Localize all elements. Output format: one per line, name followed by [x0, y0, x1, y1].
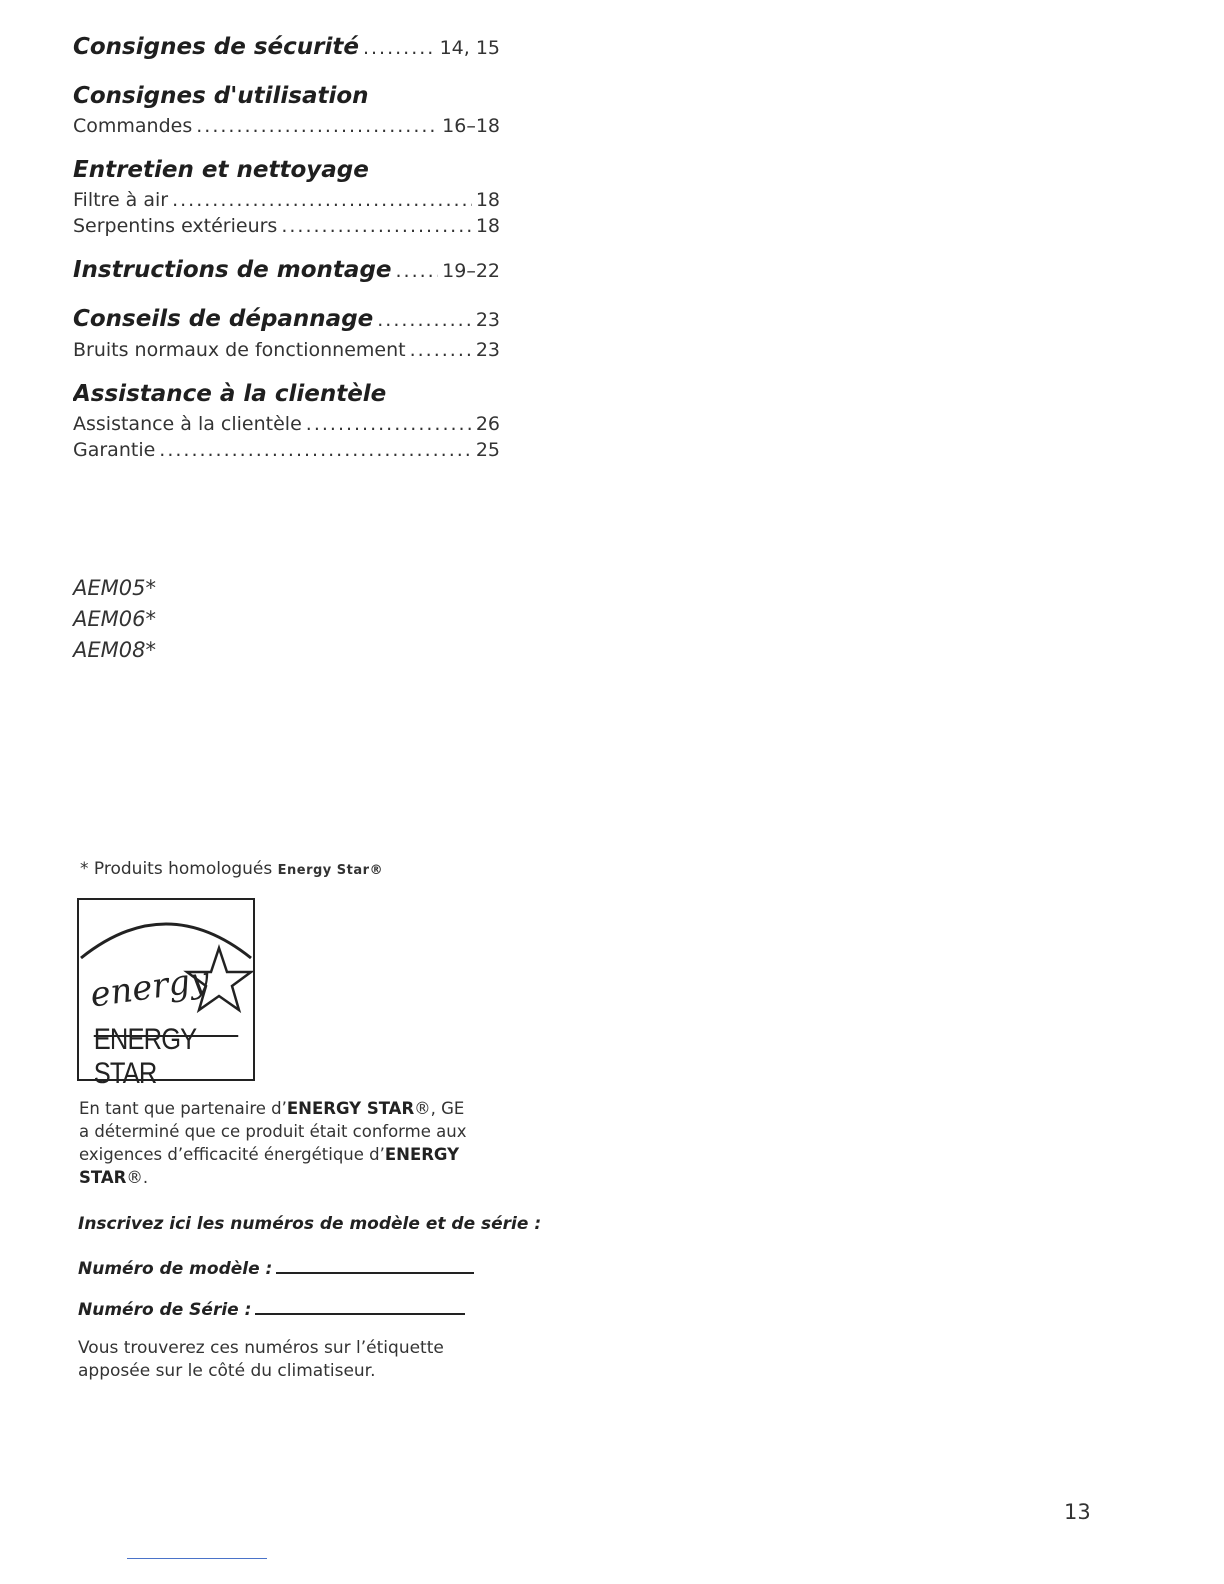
table-of-contents	[73, 30, 500, 477]
toc-page-ref: 23	[475, 339, 500, 361]
logo-script-text: energy	[87, 959, 212, 1016]
toc-entry-label: Filtre à air	[73, 189, 169, 211]
toc-page-ref: 25	[475, 439, 500, 461]
inscribe-heading: Inscrivez ici les numéros de modèle et de série :	[78, 1214, 542, 1234]
model-number-field	[78, 1256, 474, 1279]
toc-heading-label: Instructions de montage	[73, 257, 392, 283]
toc-heading-label: Assistance à la clientèle	[73, 381, 387, 407]
toc-entry-label: Bruits normaux de fonctionnement	[73, 339, 406, 361]
dot-leader	[377, 303, 472, 337]
page-number: 13	[1064, 1500, 1091, 1524]
toc-page-ref: 19–22	[442, 260, 500, 282]
toc-entry-label: Garantie	[73, 439, 156, 461]
toc-heading-label: Consignes de sécurité	[73, 34, 359, 60]
partner-brand-1: ENERGY STAR	[286, 1099, 415, 1118]
toc-page-ref: 16–18	[442, 115, 500, 137]
footnote-brand: Energy Star®	[277, 863, 384, 878]
toc-entry-label: Serpentins extérieurs	[73, 215, 278, 237]
model-number-blank[interactable]	[276, 1256, 474, 1274]
energy-star-emblem-icon	[79, 900, 253, 1040]
bottom-link-line[interactable]	[127, 1558, 267, 1559]
partner-text-3: ®.	[126, 1168, 149, 1187]
serial-number-field	[78, 1297, 465, 1320]
partner-statement	[79, 1097, 479, 1189]
dot-leader	[306, 411, 472, 437]
energy-star-wordmark: ENERGY STAR	[94, 1035, 239, 1077]
toc-section-assistance	[73, 377, 500, 463]
dot-leader	[159, 437, 472, 463]
toc-section-depannage	[73, 302, 500, 363]
toc-heading[interactable]	[73, 30, 500, 65]
model-number: AEM05*	[73, 576, 156, 600]
dot-leader	[172, 187, 472, 213]
partner-text-2: ®, GE a déterminé que ce produit était conforme aux exigences d’efficacité énergétique d’	[79, 1099, 467, 1164]
toc-page-ref: 18	[475, 189, 500, 211]
model-number: AEM08*	[73, 638, 156, 662]
partner-brand-2: ENERGY STAR	[79, 1145, 460, 1187]
toc-entry[interactable]	[73, 337, 500, 363]
toc-entry[interactable]	[73, 411, 500, 437]
toc-entry-label: Commandes	[73, 115, 193, 137]
serial-number-blank[interactable]	[255, 1297, 465, 1315]
dot-leader	[396, 254, 439, 288]
partner-text-1: En tant que partenaire d’	[79, 1099, 287, 1118]
dot-leader	[196, 113, 438, 139]
toc-heading[interactable]	[73, 377, 500, 411]
dot-leader	[363, 31, 436, 65]
toc-section-entretien	[73, 153, 500, 239]
toc-page-ref: 18	[475, 215, 500, 237]
toc-entry[interactable]	[73, 213, 500, 239]
toc-section-securite	[73, 30, 500, 65]
serial-number-label: Numéro de Série :	[78, 1300, 252, 1320]
toc-page-ref: 26	[475, 413, 500, 435]
energy-star-logo	[77, 898, 255, 1090]
model-number-label: Numéro de modèle :	[78, 1259, 273, 1279]
toc-section-montage	[73, 253, 500, 288]
toc-heading[interactable]	[73, 153, 500, 187]
toc-heading-label: Entretien et nettoyage	[73, 157, 369, 183]
location-note: Vous trouverez ces numéros sur l’étiquette apposée sur le côté du climatiseur.	[78, 1338, 444, 1381]
energy-star-footnote	[80, 859, 383, 879]
model-number: AEM06*	[73, 607, 156, 631]
toc-heading-label: Conseils de dépannage	[73, 306, 374, 332]
toc-heading[interactable]	[73, 253, 500, 288]
toc-section-utilisation	[73, 79, 500, 139]
model-list	[73, 573, 156, 666]
dot-leader	[281, 213, 471, 239]
footnote-text: * Produits homologués	[80, 859, 278, 879]
toc-heading[interactable]	[73, 79, 500, 113]
toc-heading-label: Consignes d'utilisation	[73, 83, 369, 109]
dot-leader	[410, 337, 472, 363]
toc-entry[interactable]	[73, 113, 500, 139]
toc-entry[interactable]	[73, 187, 500, 213]
toc-heading[interactable]	[73, 302, 500, 337]
toc-entry-label: Assistance à la clientèle	[73, 413, 302, 435]
toc-entry[interactable]	[73, 437, 500, 463]
toc-page-ref: 14, 15	[439, 37, 500, 59]
toc-page-ref: 23	[475, 309, 500, 331]
